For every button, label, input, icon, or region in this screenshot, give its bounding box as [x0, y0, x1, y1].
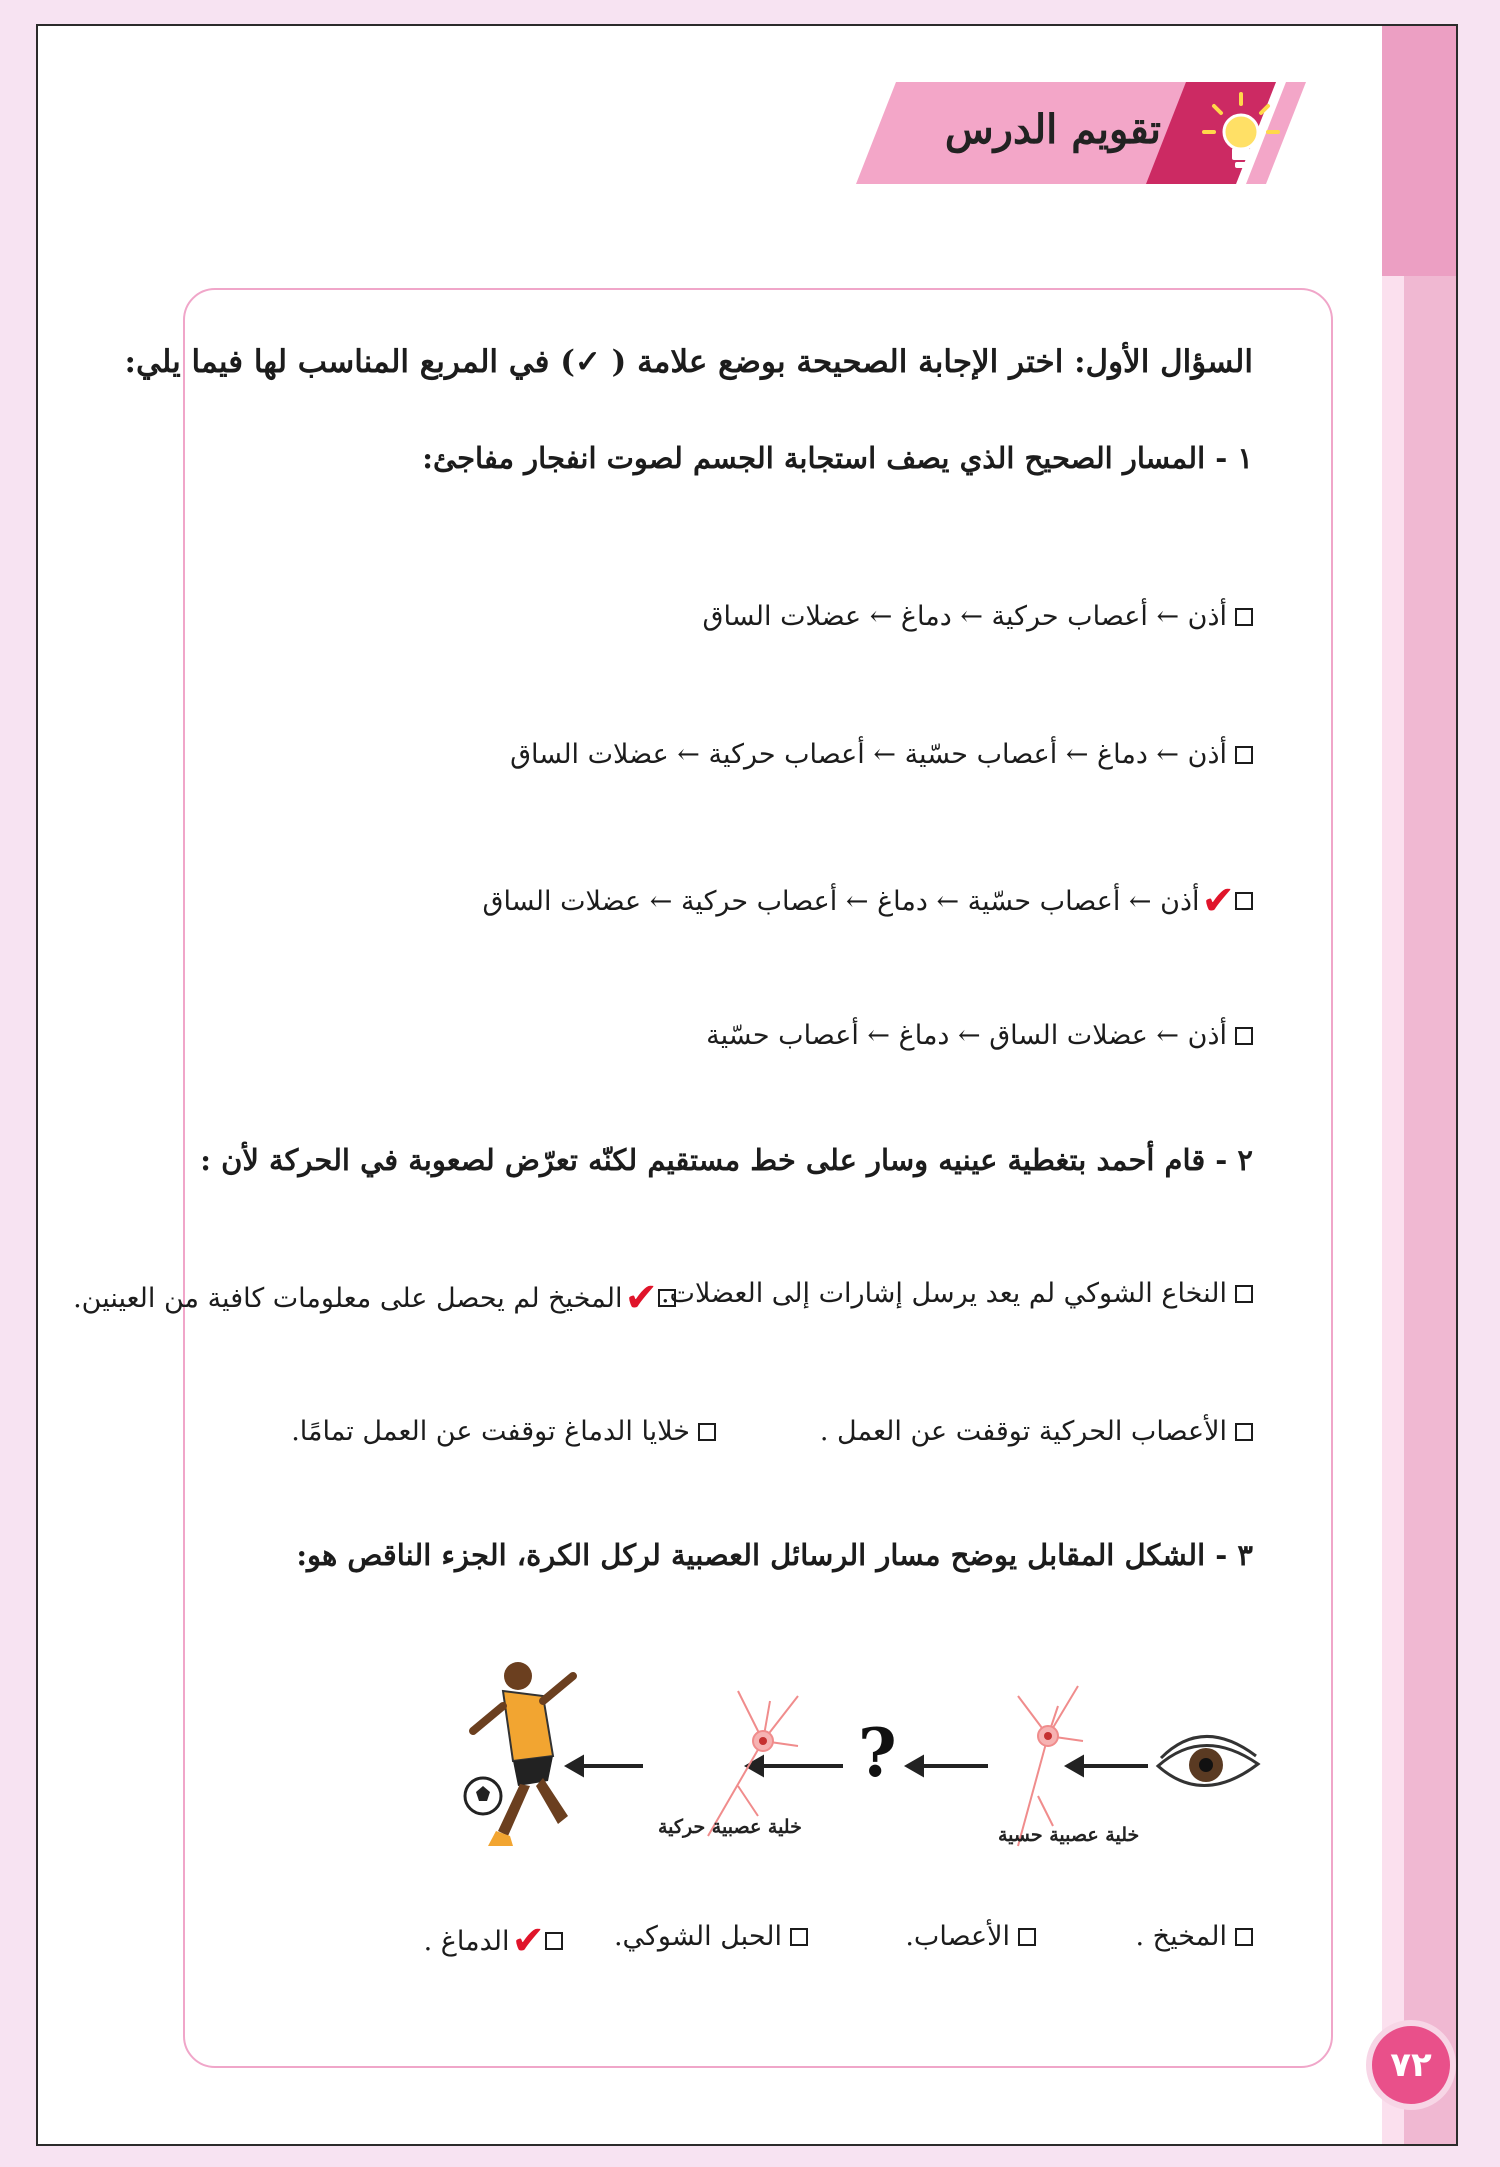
- checkbox[interactable]: [1235, 746, 1253, 764]
- option-2-1[interactable]: النخاع الشوكي لم يعد يرسل إشارات إلى العضلات.: [661, 1278, 1253, 1309]
- checked-checkbox[interactable]: [624, 1275, 676, 1321]
- page-number-badge: ٧٢: [1366, 2020, 1456, 2110]
- lesson-evaluation-banner: [856, 72, 1326, 192]
- decorative-strip-outer: [1404, 26, 1456, 2144]
- checkbox[interactable]: [1018, 1928, 1036, 1946]
- decorative-top-corner: [1382, 26, 1456, 276]
- checkbox[interactable]: [1235, 608, 1253, 626]
- soccer-player-icon: [465, 1662, 573, 1846]
- checkbox[interactable]: [698, 1423, 716, 1441]
- option-1-1[interactable]: أذن ← أعصاب حركية ← دماغ ← عضلات الساق: [703, 601, 1253, 632]
- eye-icon: [1158, 1736, 1258, 1785]
- checkbox[interactable]: [1235, 1285, 1253, 1303]
- checkbox[interactable]: [1235, 1928, 1253, 1946]
- checkmark-icon: ✔: [624, 1275, 658, 1321]
- option-3-4[interactable]: ✔ الدماغ .: [424, 1921, 563, 1961]
- option-2-3[interactable]: الأعصاب الحركية توقفت عن العمل .: [820, 1416, 1253, 1447]
- question-item-3: ٣ - الشكل المقابل يوضح مسار الرسائل العصبية لركل الكرة، الجزء الناقص هو:: [296, 1538, 1253, 1572]
- checkbox[interactable]: [1235, 1423, 1253, 1441]
- option-3-2[interactable]: الأعصاب.: [905, 1921, 1036, 1952]
- checkbox[interactable]: [1235, 1027, 1253, 1045]
- option-1-2[interactable]: أذن ← دماغ ← أعصاب حسّية ← أعصاب حركية ← عضلات الساق: [510, 739, 1253, 770]
- checkmark-icon: ✔: [1201, 878, 1235, 924]
- checked-checkbox[interactable]: [511, 1918, 563, 1964]
- missing-part-mark: ?: [858, 1714, 897, 1792]
- option-2-4[interactable]: خلايا الدماغ توقفت عن العمل تمامًا.: [291, 1416, 716, 1447]
- worksheet-page: [36, 24, 1458, 2146]
- decorative-strip-inner: [1382, 26, 1404, 2144]
- question-item-1: ١ - المسار الصحيح الذي يصف استجابة الجسم لصوت انفجار مفاجئ:: [422, 441, 1253, 475]
- sensory-neuron-label: خلية عصبية حسية: [998, 1824, 1140, 1846]
- option-3-1[interactable]: المخيخ .: [1135, 1921, 1253, 1952]
- option-3-3[interactable]: الحبل الشوكي.: [614, 1921, 808, 1952]
- banner-title: تقويم الدرس: [944, 106, 1161, 153]
- checkbox[interactable]: [790, 1928, 808, 1946]
- option-1-4[interactable]: أذن ← عضلات الساق ← دماغ ← أعصاب حسّية: [706, 1020, 1253, 1051]
- checkmark-icon: ✔: [511, 1918, 545, 1964]
- nerve-pathway-diagram: [458, 1646, 1278, 1876]
- option-1-3[interactable]: ✔ أذن ← أعصاب حسّية ← دماغ ← أعصاب حركية ← عضلات الساق: [483, 881, 1253, 921]
- option-2-2[interactable]: ✔ المخيخ لم يحصل على معلومات كافية من العينين.: [73, 1278, 676, 1318]
- lightbulb-icon: [1196, 88, 1286, 178]
- question-item-2: ٢ - قام أحمد بتغطية عينيه وسار على خط مستقيم لكنّه تعرّض لصعوبة في الحركة لأن :: [200, 1143, 1253, 1177]
- question-heading: السؤال الأول: اختر الإجابة الصحيحة بوضع علامة ( ✓) في المربع المناسب لها فيما يلي:: [124, 344, 1253, 380]
- checked-checkbox[interactable]: [1201, 878, 1253, 924]
- motor-neuron-label: خلية عصبية حركية: [658, 1816, 802, 1838]
